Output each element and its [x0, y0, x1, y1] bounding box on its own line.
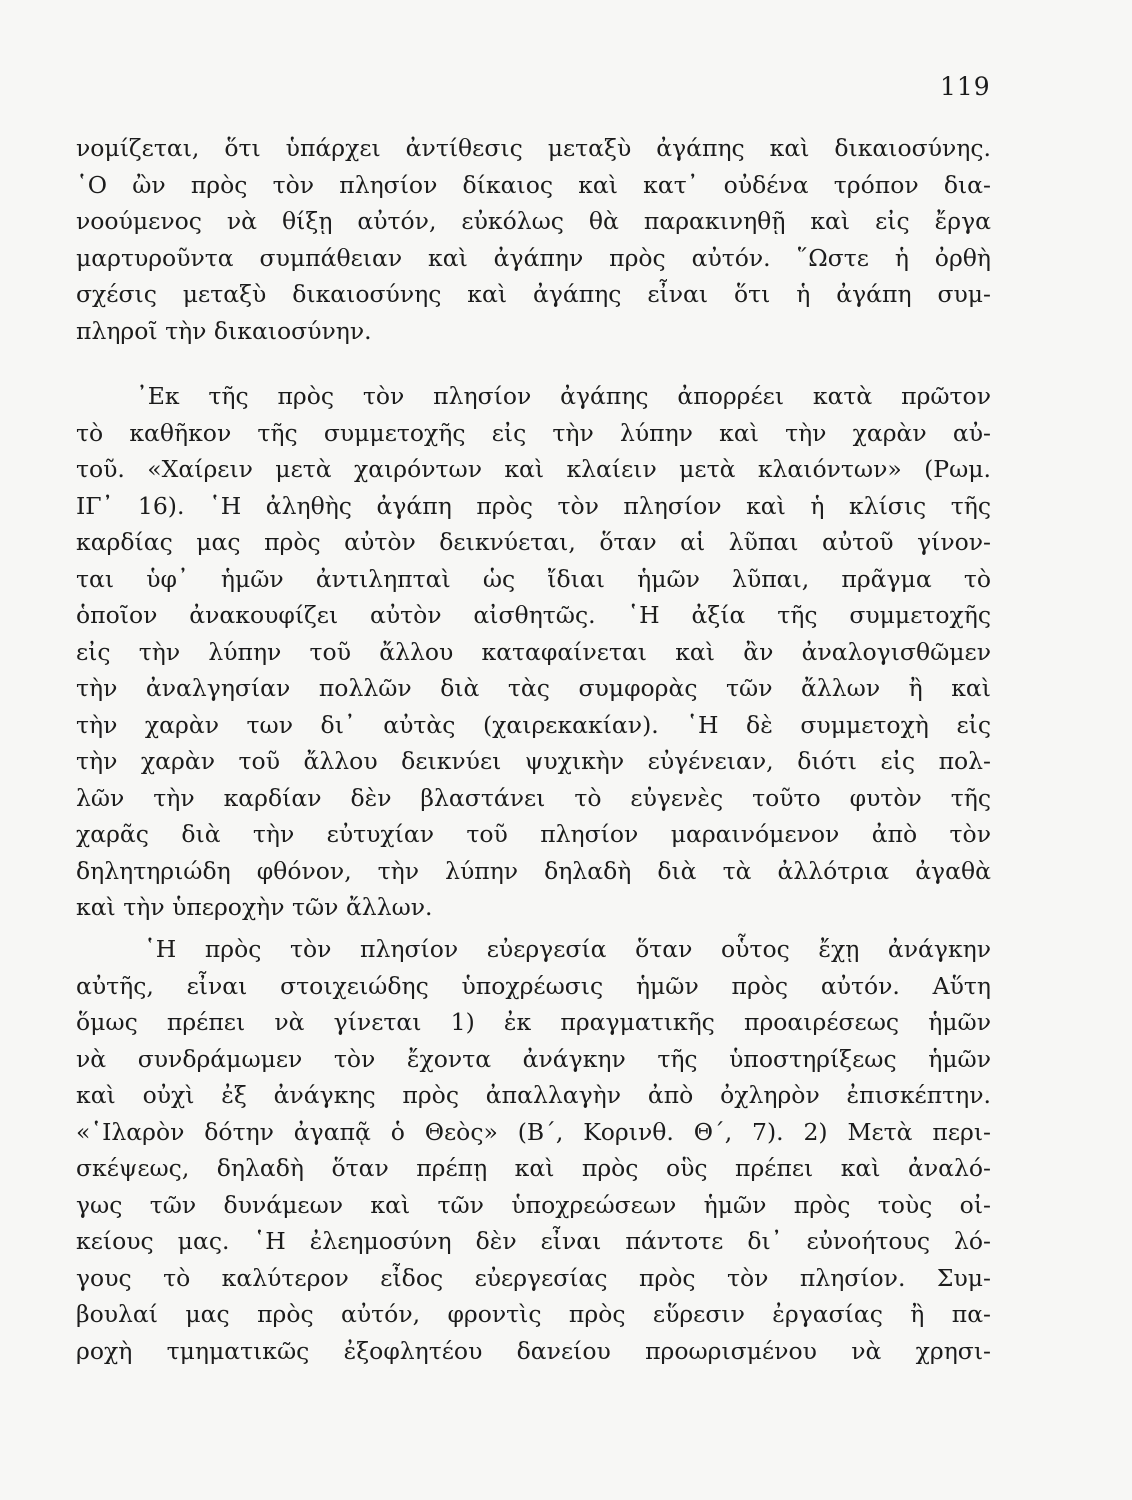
- text-line: σκέψεως, δηλαδὴ ὅταν πρέπῃ καὶ πρὸς οὓς πρέπει καὶ ἀναλό-: [76, 1154, 991, 1182]
- text-line: ῾Η πρὸς τὸν πλησίον εὐεργεσία ὅταν οὗτος ἔχῃ ἀνάγκην: [144, 935, 991, 963]
- text-line: τὴν χαρὰν τοῦ ἄλλου δεικνύει ψυχικὴν εὐγένειαν, διότι εἰς πολ-: [76, 747, 991, 775]
- text-line: νομίζεται, ὅτι ὑπάρχει ἀντίθεσις μεταξὺ ἀγάπης καὶ δικαιοσύνης.: [76, 134, 991, 162]
- page-number: 119: [940, 72, 991, 101]
- text-line: κείους μας. ῾Η ἐλεημοσύνη δὲν εἶναι πάντοτε δι᾽ εὐνοήτους λό-: [76, 1227, 991, 1255]
- paragraph-2: [76, 378, 991, 926]
- text-line: ὁποῖον ἀνακουφίζει αὐτὸν αἰσθητῶς. ῾Η ἀξία τῆς συμμετοχῆς: [76, 601, 991, 629]
- text-line: ᾽Εκ τῆς πρὸς τὸν πλησίον ἀγάπης ἀπορρέει κατὰ πρῶτον: [136, 382, 991, 410]
- text-line: τὴν ἀναλγησίαν πολλῶν διὰ τὰς συμφορὰς τῶν ἄλλων ἢ καὶ: [76, 674, 991, 702]
- text-line: καὶ οὐχὶ ἐξ ἀνάγκης πρὸς ἀπαλλαγὴν ἀπὸ ὀχληρὸν ἐπισκέπτην.: [76, 1081, 991, 1109]
- text-line: πληροῖ τὴν δικαιοσύνην.: [76, 316, 372, 345]
- text-line: καρδίας μας πρὸς αὐτὸν δεικνύεται, ὅταν αἱ λῦπαι αὐτοῦ γίνον-: [76, 528, 991, 556]
- text-line: ῾Ο ὢν πρὸς τὸν πλησίον δίκαιος καὶ κατ᾽ οὐδένα τρόπον δια-: [76, 170, 991, 199]
- paragraph-1: [76, 130, 991, 349]
- text-line: μαρτυροῦντα συμπάθειαν καὶ ἀγάπην πρὸς αὐτόν. ῞Ωστε ἡ ὀρθὴ: [76, 243, 991, 272]
- text-line: ΙΓ᾽ 16). ῾Η ἀληθὴς ἀγάπη πρὸς τὸν πλησίον καὶ ἡ κλίσις τῆς: [76, 491, 991, 520]
- text-line: λῶν τὴν καρδίαν δὲν βλαστάνει τὸ εὐγενὲς τοῦτο φυτὸν τῆς: [76, 783, 991, 812]
- text-line: αὐτῆς, εἶναι στοιχειώδης ὑποχρέωσις ἡμῶν πρὸς αὐτόν. Αὕτη: [76, 971, 991, 1000]
- text-line: ται ὑφ᾽ ἡμῶν ἀντιληπταὶ ὡς ἴδιαι ἡμῶν λῦπαι, πρᾶγμα τὸ: [76, 564, 991, 593]
- text-line: τοῦ. «Χαίρειν μετὰ χαιρόντων καὶ κλαίειν μετὰ κλαιόντων» (Ρωμ.: [76, 455, 991, 483]
- text-line: ὅμως πρέπει νὰ γίνεται 1) ἐκ πραγματικῆς προαιρέσεως ἡμῶν: [76, 1008, 991, 1036]
- text-line: νοούμενος νὰ θίξῃ αὐτόν, εὐκόλως θὰ παρακινηθῇ καὶ εἰς ἔργα: [76, 207, 991, 235]
- text-line: σχέσις μεταξὺ δικαιοσύνης καὶ ἀγάπης εἶναι ὅτι ἡ ἀγάπη συμ-: [76, 280, 991, 308]
- text-line: ροχὴ τμηματικῶς ἐξοφλητέου δανείου προωρισμένου νὰ χρησι-: [76, 1336, 991, 1365]
- text-line: δηλητηριώδη φθόνον, τὴν λύπην δηλαδὴ διὰ τὰ ἀλλότρια ἀγαθὰ: [76, 856, 991, 885]
- text-line: τὸ καθῆκον τῆς συμμετοχῆς εἰς τὴν λύπην καὶ τὴν χαρὰν αὐ-: [76, 418, 991, 447]
- paragraph-3: [76, 931, 991, 1369]
- text-line: βουλαί μας πρὸς αὐτόν, φροντὶς πρὸς εὕρεσιν ἐργασίας ἢ πα-: [76, 1300, 991, 1328]
- text-line: γως τῶν δυνάμεων καὶ τῶν ὑποχρεώσεων ἡμῶν πρὸς τοὺς οἰ-: [76, 1190, 991, 1219]
- text-line: νὰ συνδράμωμεν τὸν ἔχοντα ἀνάγκην τῆς ὑποστηρίξεως ἡμῶν: [76, 1044, 991, 1073]
- text-line: «῾Ιλαρὸν δότην ἀγαπᾷ ὁ Θεὸς» (Β΄, Κορινθ. Θ΄, 7). 2) Μετὰ περι-: [76, 1117, 991, 1146]
- text-line: καὶ τὴν ὑπεροχὴν τῶν ἄλλων.: [76, 893, 433, 921]
- text-line: τὴν χαρὰν των δι᾽ αὐτὰς (χαιρεκακίαν). ῾Η δὲ συμμετοχὴ εἰς: [76, 710, 991, 739]
- text-line: χαρᾶς διὰ τὴν εὐτυχίαν τοῦ πλησίον μαραινόμενον ἀπὸ τὸν: [76, 820, 991, 848]
- text-line: εἰς τὴν λύπην τοῦ ἄλλου καταφαίνεται καὶ ἂν ἀναλογισθῶμεν: [76, 637, 991, 666]
- text-line: γους τὸ καλύτερον εἶδος εὐεργεσίας πρὸς τὸν πλησίον. Συμ-: [76, 1263, 991, 1292]
